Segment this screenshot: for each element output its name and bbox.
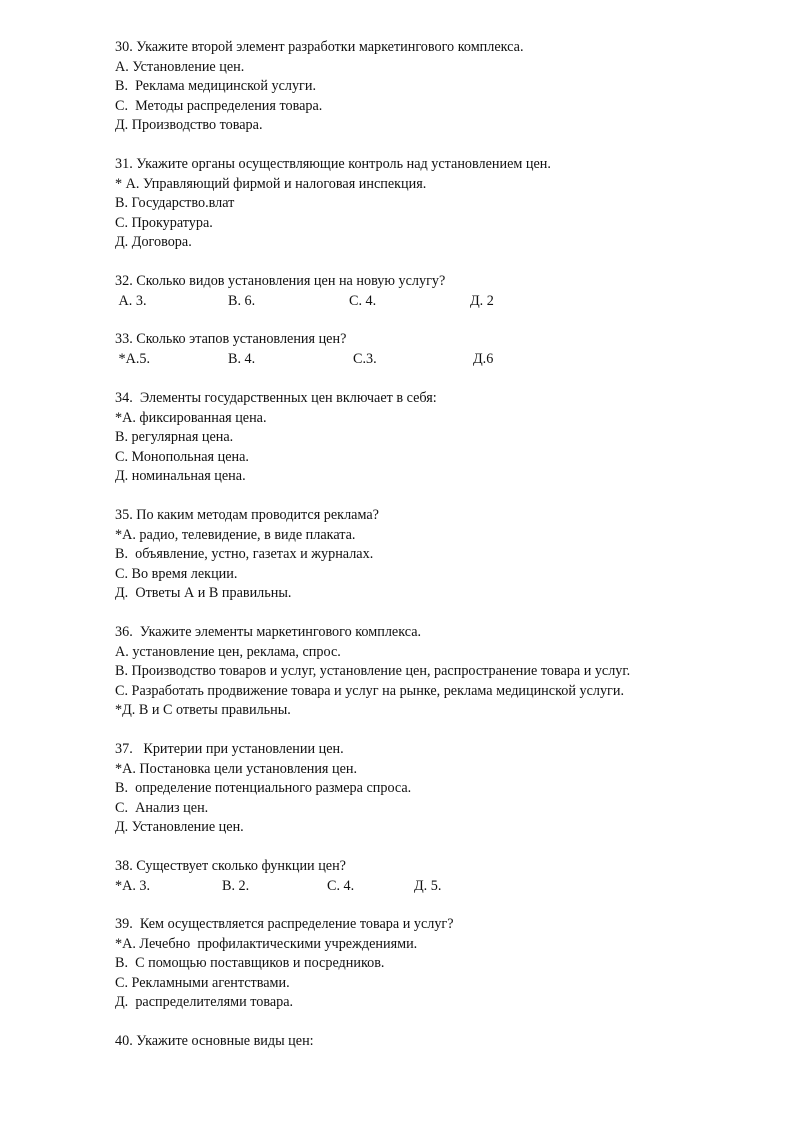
answer-option: В. регулярная цена. <box>115 429 234 445</box>
answer-option: С. Монопольная цена. <box>115 448 249 465</box>
answer-option: *А. Лечебно профилактическими учреждениями. <box>115 935 418 952</box>
question-text: 30. Укажите второй элемент разработки маркетингового комплекса. <box>115 39 524 55</box>
answer-option: В. Государство.влат <box>115 195 235 211</box>
question-text: 37. Критерии при установлении цен. <box>115 741 344 757</box>
answer-option: В. 2. <box>222 877 250 894</box>
answer-option: В. 6. <box>228 292 256 309</box>
question-35 <box>115 506 775 604</box>
answer-option: Д. распределителями товара. <box>115 994 294 1010</box>
answer-option: С. 4. <box>349 292 377 309</box>
question-33 <box>115 330 775 369</box>
answer-option: В. Реклама медицинской услуги. <box>115 78 317 94</box>
answer-option: А. установление цен, реклама, спрос. <box>115 643 341 660</box>
answer-option: Д. номинальная цена. <box>115 468 246 484</box>
question-text: 38. Существует сколько функции цен? <box>115 858 346 874</box>
answer-option: Д. 5. <box>414 877 442 894</box>
question-31 <box>115 155 775 253</box>
answer-options-row <box>115 877 775 897</box>
answer-option: С. Рекламными агентствами. <box>115 974 290 991</box>
question-text: 36. Укажите элементы маркетингового комплекса. <box>115 624 422 640</box>
answer-option: Д. Договора. <box>115 234 192 250</box>
answer-options-row <box>115 350 775 370</box>
question-text: 34. Элементы государственных цен включает в себя: <box>115 390 437 406</box>
answer-option: А. 3. <box>115 292 147 309</box>
question-text: 40. Укажите основные виды цен: <box>115 1033 314 1049</box>
answer-option: *А.5. <box>115 350 151 367</box>
question-text: 33. Сколько этапов установления цен? <box>115 331 347 347</box>
question-40 <box>115 1032 775 1052</box>
answer-option: Д. 2 <box>470 292 494 309</box>
answer-option: * А. Управляющий фирмой и налоговая инспекция. <box>115 175 427 192</box>
answer-option: *А. фиксированная цена. <box>115 409 267 426</box>
answer-option: Д.6 <box>473 350 494 367</box>
answer-option: Д. Ответы А и В правильны. <box>115 585 292 601</box>
answer-option: В. объявление, устно, газетах и журналах. <box>115 546 374 562</box>
question-30 <box>115 38 775 136</box>
question-38 <box>115 857 775 896</box>
answer-options-row <box>115 292 775 312</box>
answer-option: *А. Постановка цели установления цен. <box>115 760 358 777</box>
answer-option: В. Производство товаров и услуг, установление цен, распространение товара и услуг. <box>115 663 631 679</box>
question-37 <box>115 740 775 838</box>
answer-option: В. определение потенциального размера спроса. <box>115 780 412 796</box>
question-32 <box>115 272 775 311</box>
answer-option: С. Во время лекции. <box>115 565 238 582</box>
answer-option: *А. 3. <box>115 877 151 894</box>
answer-option: С. Прокуратура. <box>115 214 213 231</box>
answer-option: Д. Производство товара. <box>115 117 263 133</box>
question-39 <box>115 915 775 1013</box>
answer-option: А. Установление цен. <box>115 58 245 75</box>
answer-option: *А. радио, телевидение, в виде плаката. <box>115 526 356 543</box>
question-34 <box>115 389 775 487</box>
answer-option: В. С помощью поставщиков и посредников. <box>115 955 385 971</box>
answer-option: С. Анализ цен. <box>115 799 209 816</box>
question-text: 31. Укажите органы осуществляющие контроль над установлением цен. <box>115 156 551 172</box>
answer-option: С. 4. <box>327 877 355 894</box>
answer-option: *Д. В и С ответы правильны. <box>115 702 291 718</box>
question-text: 35. По каким методам проводится реклама? <box>115 507 379 523</box>
question-text: 32. Сколько видов установления цен на новую услугу? <box>115 273 446 289</box>
question-text: 39. Кем осуществляется распределение товара и услуг? <box>115 916 454 932</box>
question-36 <box>115 623 775 721</box>
answer-option: С.3. <box>353 350 377 367</box>
answer-option: Д. Установление цен. <box>115 819 244 835</box>
answer-option: С. Разработать продвижение товара и услуг на рынке, реклама медицинской услуги. <box>115 682 625 699</box>
answer-option: В. 4. <box>228 350 256 367</box>
answer-option: С. Методы распределения товара. <box>115 97 323 114</box>
